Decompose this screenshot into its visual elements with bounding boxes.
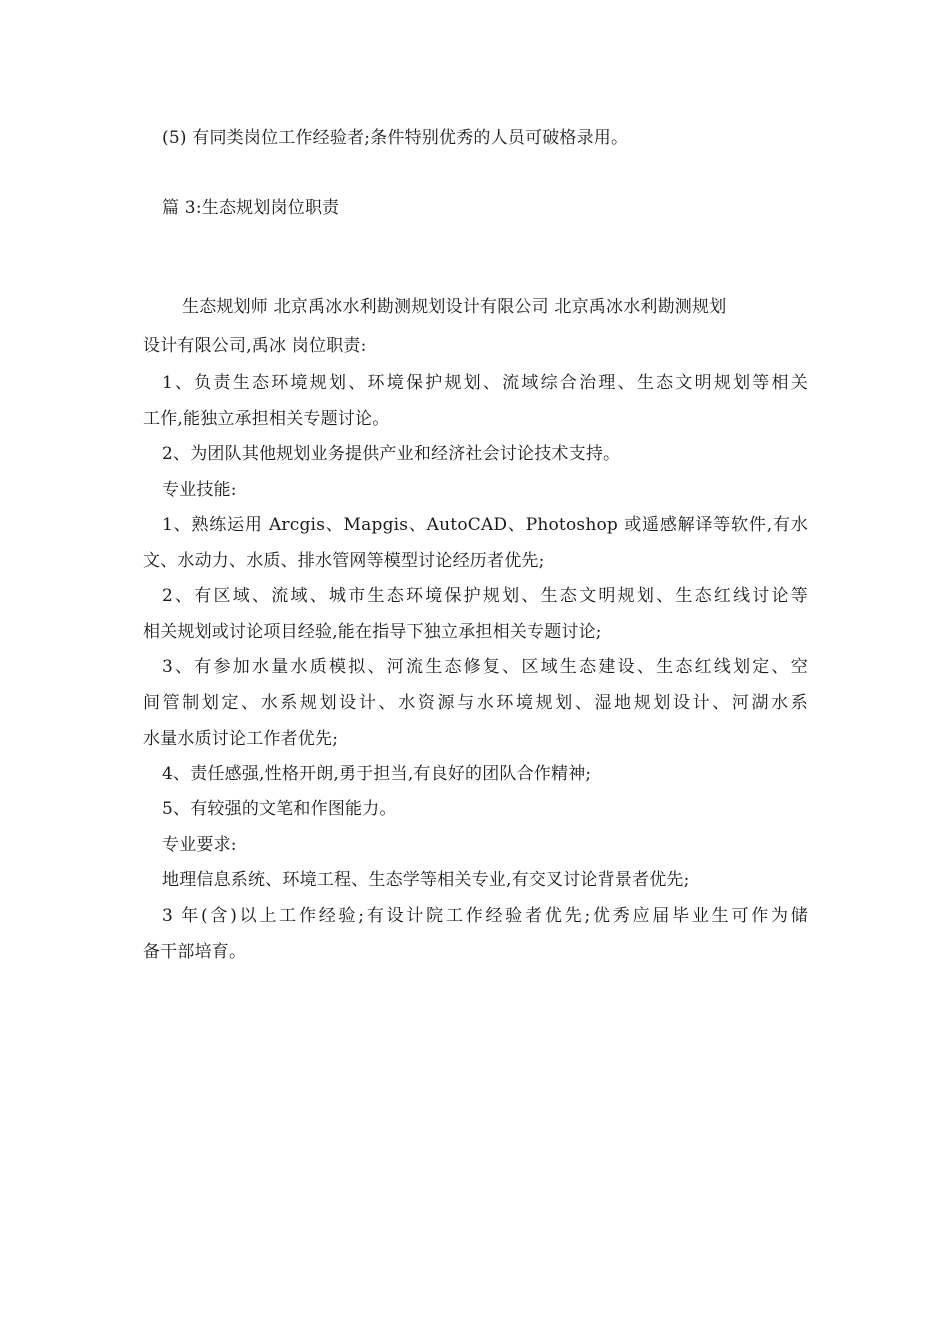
skill-3-line-2: 间管制划定、水系规划设计、水资源与水环境规划、湿地规划设计、河湖水系: [143, 693, 808, 713]
duty-1-line-1: 1、负责生态环境规划、环境保护规划、流域综合治理、生态文明规划等相关: [162, 373, 808, 393]
skill-3-line-1: 3、有参加水量水质模拟、河流生态修复、区域生态建设、生态红线划定、空: [162, 657, 808, 677]
requirement-major: 地理信息系统、环境工程、生态学等相关专业,有交叉讨论背景者优先;: [162, 870, 690, 890]
section-heading: 篇 3:生态规划岗位职责: [162, 198, 340, 218]
skill-4: 4、责任感强,性格开朗,勇于担当,有良好的团队合作精神;: [162, 764, 592, 784]
duty-2: 2、为团队其他规划业务提供产业和经济社会讨论技术支持。: [162, 444, 621, 464]
skill-1-line-2: 文、水动力、水质、排水管网等模型讨论经历者优先;: [143, 551, 545, 571]
requirement-experience-line-2: 备干部培育。: [143, 942, 247, 962]
requirement-experience-line-1: 3 年(含)以上工作经验;有设计院工作经验者优先;优秀应届毕业生可作为储: [162, 906, 808, 926]
duty-1-line-2: 工作,能独立承担相关专题讨论。: [143, 409, 390, 429]
skill-5: 5、有较强的文笔和作图能力。: [162, 799, 397, 819]
requirement-item-5: (5) 有同类岗位工作经验者;条件特别优秀的人员可破格录用。: [162, 128, 629, 148]
skill-2-line-1: 2、有区域、流域、城市生态环境保护规划、生态文明规划、生态红线讨论等: [162, 586, 808, 606]
skill-1-line-1: 1、熟练运用 Arcgis、Mapgis、AutoCAD、Photoshop 或遥感解译等软件,有水: [162, 515, 808, 535]
job-intro-line-2: 设计有限公司,禹冰 岗位职责:: [143, 336, 367, 356]
requirements-heading: 专业要求:: [162, 835, 237, 855]
job-intro-line-1: 生态规划师 北京禹冰水利勘测规划设计有限公司 北京禹冰水利勘测规划: [182, 297, 727, 317]
skill-3-line-3: 水量水质讨论工作者优先;: [143, 729, 339, 749]
skills-heading: 专业技能:: [162, 480, 237, 500]
skill-2-line-2: 相关规划或讨论项目经验,能在指导下独立承担相关专题讨论;: [143, 622, 602, 642]
